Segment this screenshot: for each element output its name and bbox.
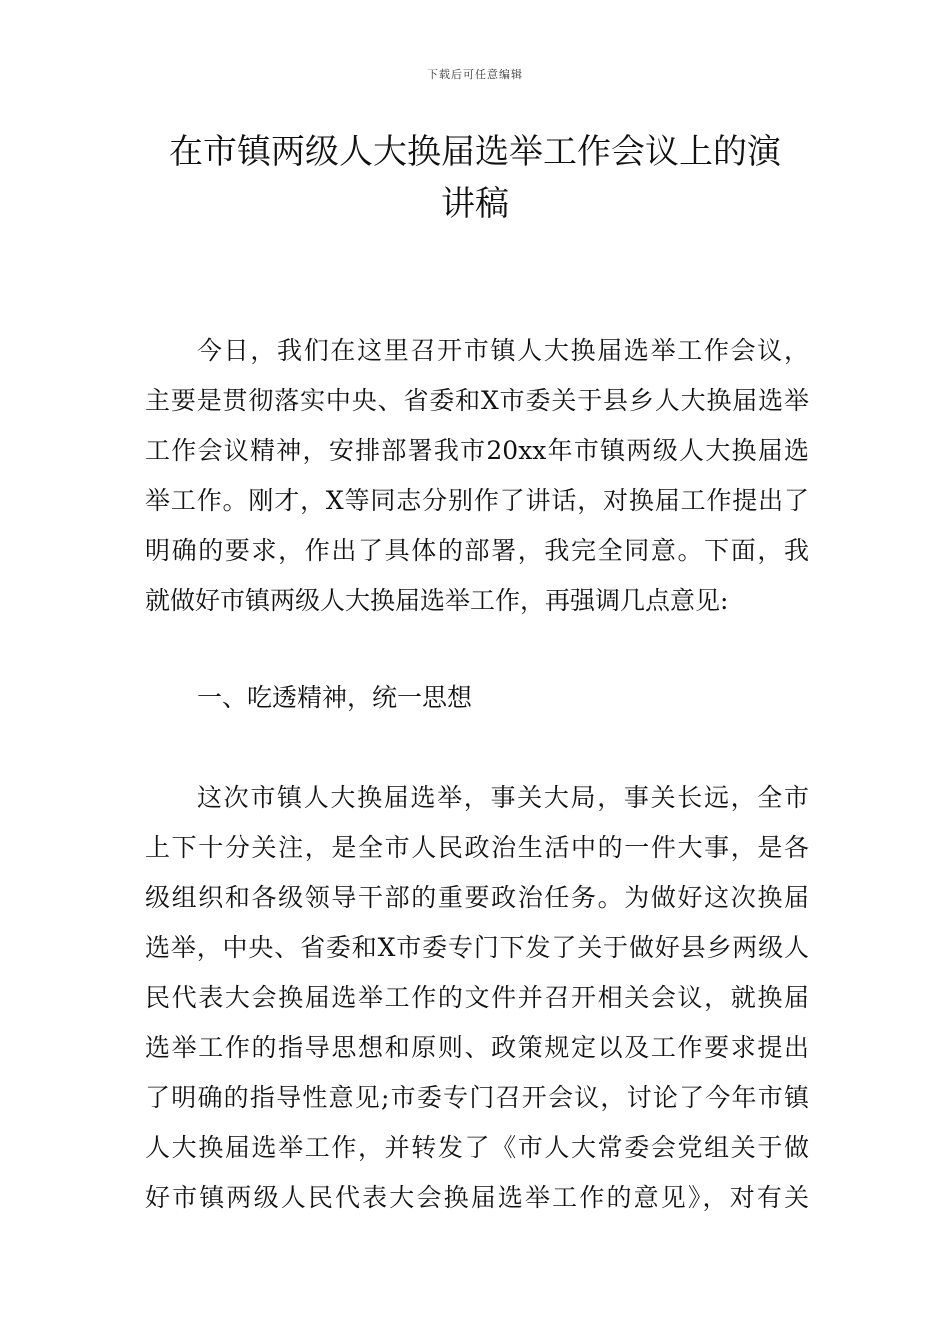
paragraph-2-line: 这次市镇人大换届选举，事关大局，事关长远，全市 <box>197 783 809 812</box>
paragraph-2-line: 选举工作的指导思想和原则、政策规定以及工作要求提出 <box>145 1033 809 1062</box>
header-note: 下载后可任意编辑 <box>427 68 523 81</box>
paragraph-1-line: 明确的要求，作出了具体的部署，我完全同意。下面，我 <box>145 536 809 565</box>
paragraph-2-line: 了明确的指导性意见;市委专门召开会议，讨论了今年市镇 <box>145 1083 809 1112</box>
paragraph-2-line: 好市镇两级人民代表大会换届选举工作的意见》，对有关 <box>145 1183 809 1212</box>
paragraph-1-line: 就做好市镇两级人大换届选举工作，再强调几点意见: <box>145 586 729 615</box>
paragraph-1-line: 主要是贯彻落实中央、省委和X市委关于县乡人大换届选举 <box>145 386 809 415</box>
paragraph-1 <box>145 326 809 626</box>
section-heading-1 <box>145 673 809 723</box>
paragraph-2-line: 民代表大会换届选举工作的文件并召开相关会议，就换届 <box>145 983 809 1012</box>
paragraph-2 <box>145 773 809 1223</box>
document-title <box>140 126 810 230</box>
paragraph-2-line: 人大换届选举工作，并转发了《市人大常委会党组关于做 <box>145 1133 809 1162</box>
paragraph-1-line: 今日，我们在这里召开市镇人大换届选举工作会议， <box>197 336 809 365</box>
paragraph-2-line: 上下十分关注，是全市人民政治生活中的一件大事，是各 <box>145 833 809 862</box>
section-heading-text: 一、吃透精神，统一思想 <box>197 683 473 712</box>
paragraph-1-line: 工作会议精神，安排部署我市20xx年市镇两级人大换届选 <box>145 436 809 465</box>
title-line-1: 在市镇两级人大换届选举工作会议上的演 <box>169 132 781 172</box>
paragraph-2-line: 级组织和各级领导干部的重要政治任务。为做好这次换届 <box>145 883 809 912</box>
title-line-2: 讲稿 <box>441 184 509 224</box>
paragraph-1-line: 举工作。刚才，X等同志分别作了讲话，对换届工作提出了 <box>145 486 809 515</box>
paragraph-2-line: 选举，中央、省委和X市委专门下发了关于做好县乡两级人 <box>145 933 809 962</box>
